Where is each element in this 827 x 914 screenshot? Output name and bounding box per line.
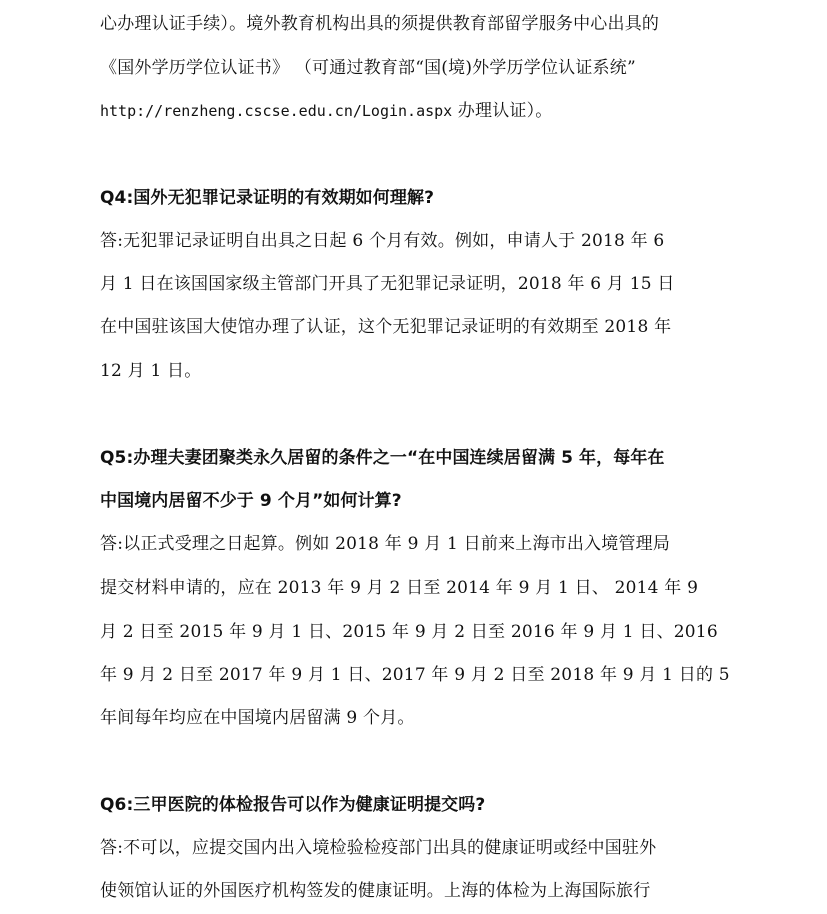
q5-answer-line-2: 提交材料申请的，应在 2013 年 9 月 2 日至 2014 年 9 月 1 日、 2014 年 9 bbox=[100, 578, 699, 598]
q6-question: Q6:三甲医院的体检报告可以作为健康证明提交吗? bbox=[100, 795, 486, 815]
q5-answer-line-3: 月 2 日至 2015 年 9 月 1 日、2015 年 9 月 2 日至 2016 年 9 月 1 日、2016 bbox=[100, 622, 718, 642]
q5-answer-line-5: 年间每年均应在中国境内居留满 9 个月。 bbox=[100, 708, 415, 728]
intro-url-suffix: 办理认证）。 bbox=[452, 101, 553, 121]
q5-answer-line-4: 年 9 月 2 日至 2017 年 9 月 1 日、2017 年 9 月 2 日至 2018 年 9 月 1 日的 5 bbox=[100, 665, 730, 685]
q6-answer-line-1: 答:不可以，应提交国内出入境检验检疫部门出具的健康证明或经中国驻外 bbox=[100, 838, 657, 858]
q5-question-line-2: 中国境内居留不少于 9 个月”如何计算? bbox=[100, 491, 402, 511]
intro-line-1: 心办理认证手续）。境外教育机构出具的须提供教育部留学服务中心出具的 bbox=[100, 14, 660, 34]
q4-answer-line-4: 12 月 1 日。 bbox=[100, 361, 202, 381]
q5-answer-line-1: 答:以正式受理之日起算。例如 2018 年 9 月 1 日前来上海市出入境管理局 bbox=[100, 534, 671, 554]
intro-line-3 bbox=[100, 99, 740, 123]
q4-question: Q4:国外无犯罪记录证明的有效期如何理解? bbox=[100, 188, 435, 208]
q4-answer-line-1: 答:无犯罪记录证明自出具之日起 6 个月有效。例如，申请人于 2018 年 6 bbox=[100, 231, 665, 251]
q6-answer-line-2: 使领馆认证的外国医疗机构签发的健康证明。上海的体检为上海国际旅行 bbox=[100, 881, 651, 901]
certification-url-link[interactable]: http://renzheng.cscse.edu.cn/Login.aspx bbox=[100, 102, 453, 120]
q5-question-line-1: Q5:办理夫妻团聚类永久居留的条件之一“在中国连续居留满 5 年，每年在 bbox=[100, 448, 665, 468]
intro-line-2: 《国外学历学位认证书》 （可通过教育部“国(境)外学历学位认证系统” bbox=[100, 58, 636, 78]
q4-answer-line-2: 月 1 日在该国国家级主管部门开具了无犯罪记录证明，2018 年 6 月 15 日 bbox=[100, 274, 675, 294]
q4-answer-line-3: 在中国驻该国大使馆办理了认证，这个无犯罪记录证明的有效期至 2018 年 bbox=[100, 317, 672, 337]
